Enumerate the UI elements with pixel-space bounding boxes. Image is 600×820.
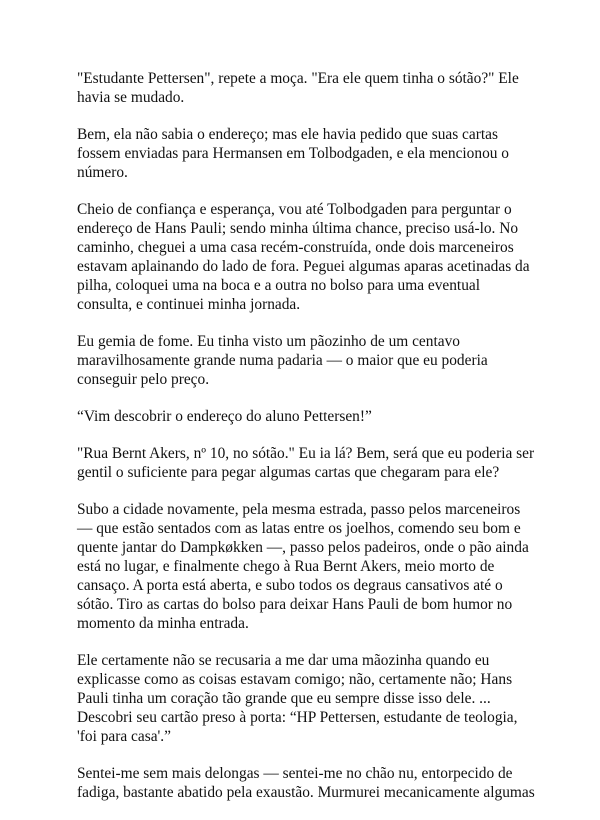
paragraph: “Vim descobrir o endereço do aluno Pettersen!”	[77, 408, 372, 425]
paragraph: Cheio de confiança e esperança, vou até Tolbodgaden para perguntar o endereço de Hans Pauli; sendo minha última chance, preciso usá-lo. No caminho, cheguei a uma casa recém-construída, onde dois marceneiros estavam aplainando do lado de fora. Peguei algumas aparas acetinadas da pilha, coloquei uma na boca e a outra no bolso para uma eventual consulta, e continuei minha jornada.	[77, 201, 530, 313]
body-text	[77, 69, 537, 820]
paragraph: Ele certamente não se recusaria a me dar uma mãozinha quando eu explicasse como as coisas estavam comigo; não, certamente não; Hans Pauli tinha um coração tão grande que eu sempre disse isso dele. ... Descobri seu cartão preso à porta: “HP Pettersen, estudante de teologia, 'foi para casa'.”	[77, 652, 518, 745]
paragraph: "Estudante Pettersen", repete a moça. "Era ele quem tinha o sótão?" Ele havia se mudado.	[77, 70, 519, 106]
paragraph: "Rua Bernt Akers, nº 10, no sótão." Eu ia lá? Bem, será que eu poderia ser gentil o suficiente para pegar algumas cartas que chegaram para ele?	[77, 445, 535, 481]
paragraph: Subo a cidade novamente, pela mesma estrada, passo pelos marceneiros — que estão sentados com as latas entre os joelhos, comendo seu bom e quente jantar do Dampkøkken —, passo pelos padeiros, onde o pão ainda está no lugar, e finalmente chego à Rua Bernt Akers, meio morto de cansaço. A porta está aberta, e subo todos os degraus cansativos até o sótão. Tiro as cartas do bolso para deixar Hans Pauli de bom humor no momento da minha entrada.	[77, 501, 529, 632]
paragraph: Sentei-me sem mais delongas — sentei-me no chão nu, entorpecido de fadiga, bastante abatido pela exaustão. Murmurei mecanicamente algumas	[77, 765, 535, 801]
paragraph: Eu gemia de fome. Eu tinha visto um pãozinho de um centavo maravilhosamente grande numa padaria — o maior que eu poderia conseguir pelo preço.	[77, 333, 488, 388]
paragraph: Bem, ela não sabia o endereço; mas ele havia pedido que suas cartas fossem enviadas para Hermansen em Tolbodgaden, e ela mencionou o número.	[77, 126, 509, 181]
